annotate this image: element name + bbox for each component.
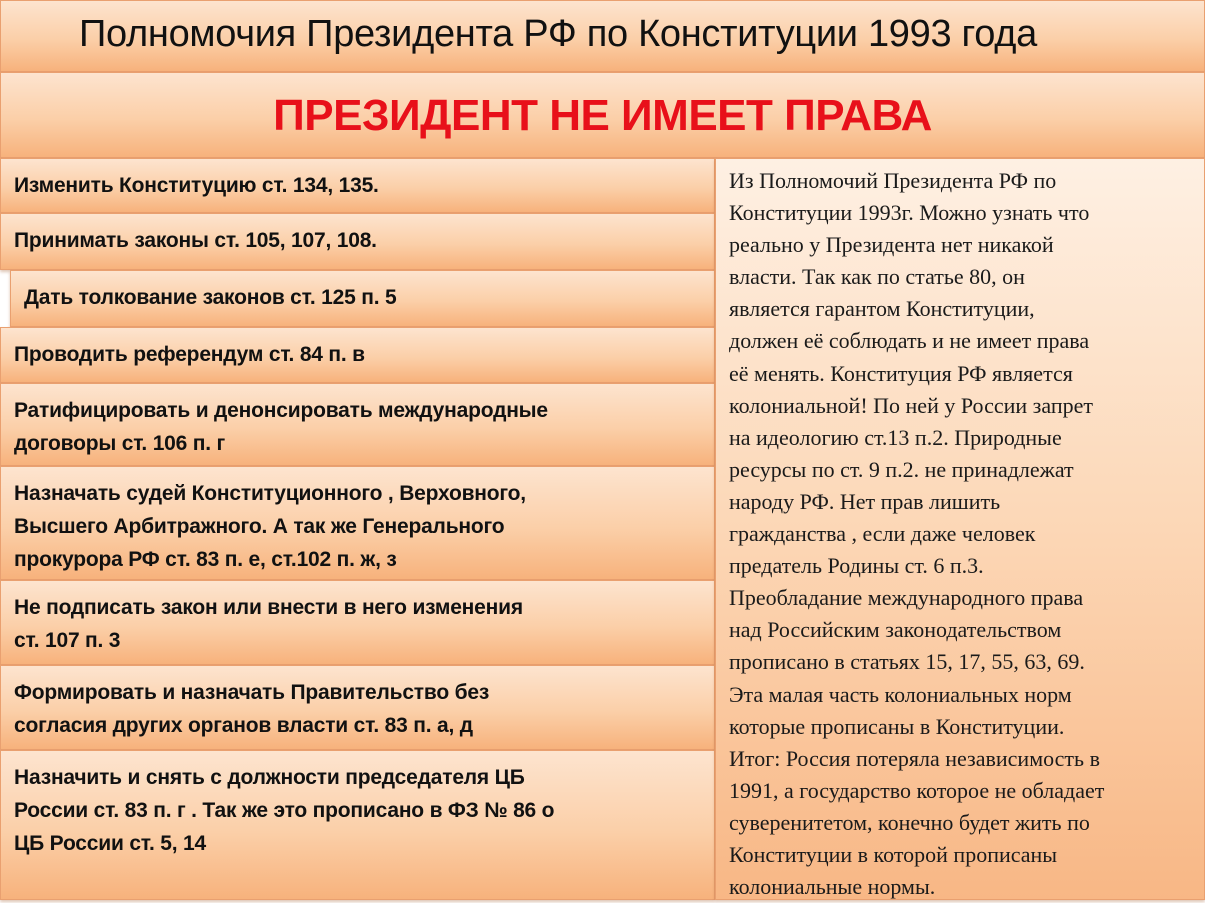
- restriction-text: [24, 281, 396, 314]
- commentary-line: гражданства , если даже человек: [729, 521, 1036, 547]
- restriction-text: [14, 761, 554, 860]
- restriction-line: Дать толкование законов ст. 125 п. 5: [24, 286, 397, 309]
- restriction-text: [14, 338, 365, 371]
- commentary-line: народу РФ. Нет прав лишить: [729, 488, 1001, 514]
- commentary-panel: [715, 158, 1205, 900]
- restriction-item: [0, 213, 715, 270]
- commentary-line: на идеологию ст.13 п.2. Природные: [729, 424, 1062, 450]
- restriction-line: Принимать законы ст. 105, 107, 108.: [14, 229, 377, 252]
- restriction-line: Проводить референдум ст. 84 п. в: [14, 343, 365, 366]
- subtitle-bar: [0, 72, 1205, 158]
- restriction-line: Назначить и снять с должности председателя ЦБ: [14, 766, 525, 789]
- restriction-line: ст. 107 п. 3: [14, 629, 121, 652]
- commentary-line: власти. Так как по статье 80, он: [729, 264, 1025, 290]
- commentary-line: Эта малая часть колониальных норм: [729, 681, 1072, 707]
- commentary-line: является гарантом Конституции,: [729, 296, 1035, 322]
- commentary-line: колониальной! По ней у России запрет: [729, 392, 1093, 418]
- commentary-line: 1991, а государство которое не обладает: [729, 777, 1105, 803]
- commentary-line: предатель Родины ст. 6 п.3.: [729, 553, 984, 579]
- commentary-line: Из Полномочий Президента РФ по: [729, 168, 1057, 193]
- restriction-text: [14, 224, 377, 257]
- restriction-item: [0, 750, 715, 900]
- slide-title-bar: [0, 0, 1205, 72]
- commentary-line: прописано в статьях 15, 17, 55, 63, 69.: [729, 649, 1085, 675]
- restriction-line: Назначать судей Конституционного , Верховного,: [14, 482, 526, 505]
- restriction-line: договоры ст. 106 п. г: [14, 432, 226, 455]
- restriction-line: Формировать и назначать Правительство без: [14, 681, 490, 704]
- restriction-line: ЦБ России ст. 5, 14: [14, 832, 207, 855]
- restriction-item: [0, 665, 715, 750]
- restriction-line: Не подписать закон или внести в него изменения: [14, 596, 523, 619]
- commentary-line: ресурсы по ст. 9 п.2. не принадлежат: [729, 456, 1074, 482]
- restriction-item: [0, 158, 715, 213]
- restriction-item: [0, 327, 715, 383]
- restriction-text: [14, 394, 548, 460]
- commentary-line: Конституции в которой прописаны: [729, 841, 1058, 867]
- slide-title: Полномочия Президента РФ по Конституции 1993 года: [79, 13, 1037, 55]
- commentary-line: Преобладание международного права: [729, 585, 1084, 611]
- restriction-line: России ст. 83 п. г . Так же это прописано в ФЗ № 86 о: [14, 799, 555, 822]
- restriction-line: Ратифицировать и денонсировать международные: [14, 399, 548, 422]
- restriction-text: [14, 676, 489, 742]
- restriction-text: [14, 169, 379, 202]
- restriction-item: [10, 270, 715, 327]
- commentary-line: которые прописаны в Конституции.: [729, 713, 1065, 739]
- restriction-line: Изменить Конституцию ст. 134, 135.: [14, 174, 379, 197]
- restriction-item: [0, 383, 715, 466]
- restriction-item: [0, 580, 715, 665]
- restriction-text: [14, 477, 526, 576]
- restriction-line: Высшего Арбитражного. А так же Генерального: [14, 515, 505, 538]
- commentary-line: суверенитетом, конечно будет жить по: [729, 809, 1090, 835]
- subtitle-heading: ПРЕЗИДЕНТ НЕ ИМЕЕТ ПРАВА: [273, 91, 932, 140]
- commentary-line: реально у Президента нет никакой: [729, 232, 1054, 258]
- restriction-line: согласия других органов власти ст. 83 п. а, д: [14, 714, 473, 737]
- commentary-line: над Российским законодательством: [729, 617, 1062, 643]
- commentary-line: её менять. Конституция РФ является: [729, 360, 1073, 386]
- commentary-line: Конституции 1993г. Можно узнать что: [729, 200, 1090, 226]
- restriction-line: прокурора РФ ст. 83 п. е, ст.102 п. ж, з: [14, 548, 397, 571]
- restriction-item: [0, 466, 715, 580]
- commentary-line: должен её соблюдать и не имеет права: [729, 328, 1090, 354]
- commentary-line: Итог: Россия потеряла независимость в: [729, 745, 1100, 771]
- commentary-line: колониальные нормы.: [729, 874, 936, 900]
- commentary-text: [729, 165, 1104, 903]
- restriction-text: [14, 591, 523, 657]
